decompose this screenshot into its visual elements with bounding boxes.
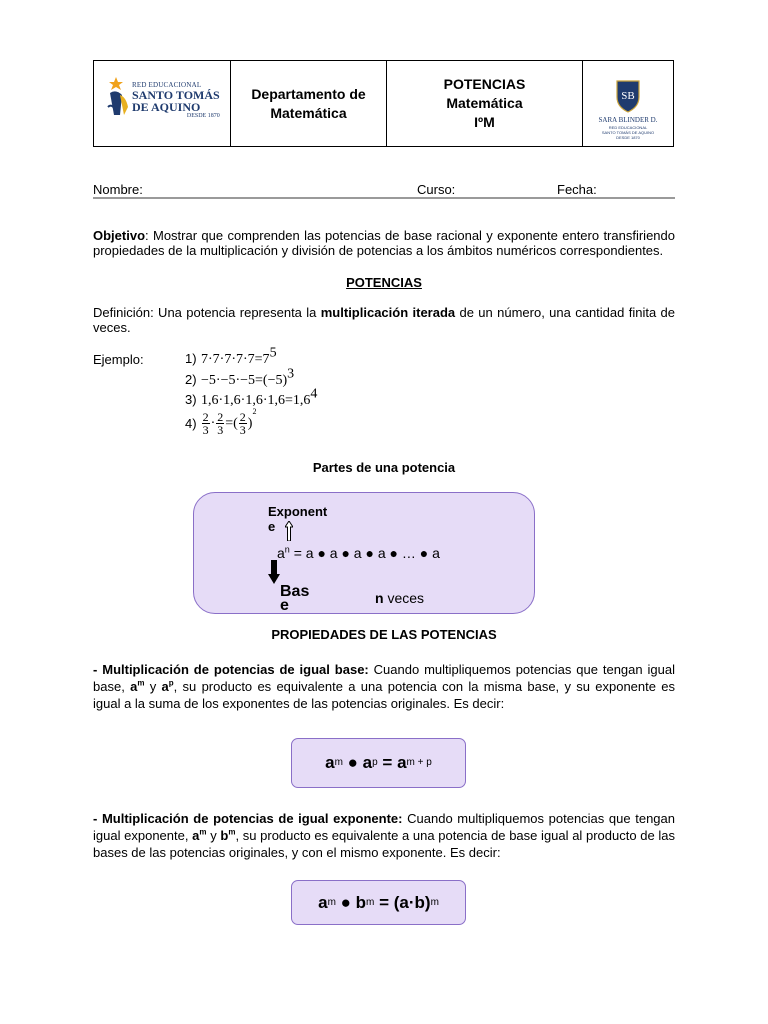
property-2-text2: , su producto es equivalente a una potencia de base igual al producto de las bases de las potencias originales, y con el mismo exponente. Es decir: [93, 828, 676, 860]
example-2-number: 2) [185, 372, 197, 387]
property-1-text2: , su producto es equivalente a una potencia con la misma base, y su exponente es igual a la suma de los exponentes de las potencias originales. Es decir: [93, 679, 675, 711]
example-4-close-paren: ) [247, 415, 253, 431]
f1-a3: a [397, 753, 407, 772]
logo-line4: DESDE 1870 [186, 113, 220, 119]
logo-cell-left [94, 61, 231, 146]
property-2-title: - Multiplicación de potencias de igual exponente: [93, 811, 403, 826]
property-1-text1: Cuando multipliquemos potencias que tengan igual base, [93, 662, 675, 694]
base-label-line1: Bas [280, 583, 310, 600]
property-2-m2: m [228, 827, 236, 837]
definition-before: Definición: Una potencia representa la [93, 305, 321, 320]
shield-monogram: SB [621, 90, 635, 102]
sb-small-line3: DESDE 1870 [616, 135, 640, 140]
example-1-exponent: 5 [269, 345, 277, 361]
level-label: IºM [474, 114, 495, 130]
property-1-paragraph [93, 661, 675, 712]
topic-title: POTENCIAS [443, 76, 526, 92]
example-4 [185, 407, 257, 437]
f2-b1: b [355, 892, 367, 912]
property-1-p: p [168, 678, 174, 688]
curso-label: Curso: [417, 182, 456, 197]
f1-a1: a [325, 753, 335, 772]
property-2-a: a [192, 828, 200, 843]
example-4-equals: =( [225, 415, 238, 431]
logo-cell-right [583, 61, 673, 146]
properties-title: PROPIEDADES DE LAS POTENCIAS [271, 627, 497, 642]
f2-eq: = (a·b) [374, 892, 431, 912]
property-2-formula: a m ● b m = (a·b) m [291, 880, 466, 925]
property-2-paragraph [93, 810, 675, 861]
header-table [93, 60, 674, 147]
f2-a1: a [318, 892, 328, 912]
property-2-b: b [220, 828, 229, 843]
department-line2: Matemática [270, 104, 347, 121]
down-arrow-icon [268, 560, 280, 584]
n-rest: veces [383, 590, 425, 606]
f1-op: ● [342, 753, 363, 772]
logo-line2: SANTO TOMÁS [132, 88, 220, 102]
example-3 [185, 386, 318, 409]
subject-name: Matemática [446, 95, 523, 111]
base-label-line2: e [280, 597, 289, 614]
property-2-m: m [199, 827, 207, 837]
example-2-expression: −5·−5·−5=(−5) [201, 373, 288, 388]
sara-blinder-name: SARA BLINDER D. [598, 116, 658, 124]
fraction-3-numerator: 2 [239, 410, 246, 424]
fraction-2-denominator: 3 [217, 423, 224, 437]
objective-label: Objetivo [93, 228, 146, 243]
exponent-label-line1: Exponent [268, 504, 328, 519]
property-1-formula: a m ● a p = a m + p [291, 738, 466, 788]
n-times-label [375, 590, 424, 606]
fecha-label: Fecha: [557, 182, 597, 197]
example-3-number: 3) [185, 392, 197, 407]
formula-exponent: n [284, 544, 290, 555]
property-2-y: y [206, 828, 221, 843]
f1-a2: a [362, 753, 373, 772]
department-line1: Departamento de [251, 85, 366, 102]
example-3-expression: 1,6·1,6·1,6·1,6=1,6 [201, 393, 311, 408]
definition-after: de un número, una cantidad finita de veces. [93, 305, 675, 335]
example-2-exponent: 3 [287, 366, 295, 382]
fraction-2-numerator: 2 [217, 410, 224, 424]
department-cell [231, 61, 387, 146]
base-label [280, 585, 309, 613]
example-1-expression: 7·7·7·7·7=7 [201, 352, 270, 367]
example-1-number: 1) [185, 351, 197, 366]
exponent-label-line2: e [268, 519, 276, 534]
fraction-3-denominator: 3 [239, 423, 246, 437]
sb-small-line1: RED EDUCACIONAL [608, 125, 648, 130]
section-title: POTENCIAS [346, 275, 422, 290]
example-4-fraction-1 [202, 411, 210, 436]
exponent-label [268, 504, 327, 534]
fraction-1-denominator: 3 [202, 423, 209, 437]
n-bold: n [375, 590, 384, 606]
parts-title: Partes de una potencia [312, 460, 456, 475]
up-arrow-icon [285, 521, 293, 541]
example-4-number: 4) [185, 416, 197, 431]
property-1-m: m [137, 678, 145, 688]
example-4-exponent: 2 [252, 407, 257, 416]
f2-op: ● [335, 892, 356, 912]
example-4-fraction-3 [239, 411, 247, 436]
property-1-title: - Multiplicación de potencias de igual base: [93, 662, 369, 677]
santo-tomas-logo-text [132, 81, 220, 119]
definition-bold: multiplicación iterada [320, 305, 456, 320]
formula-rest: = a ● a ● a ● a ● … ● a [289, 545, 440, 561]
topic-cell [387, 61, 583, 146]
sara-blinder-subtext [583, 125, 673, 140]
property-1-y: y [144, 679, 162, 694]
definition-paragraph [93, 305, 675, 335]
santo-tomas-logo-icon [106, 77, 132, 117]
examples-label: Ejemplo: [93, 352, 144, 367]
sara-blinder-shield-icon [615, 79, 641, 113]
objective-text: : Mostrar que comprenden las potencias de base racional y exponente entero transfiriendo propiedades de la multiplicación y división de potencias a los ámbitos numéricos correspondientes. [93, 228, 675, 258]
property-1-a2: a [161, 679, 169, 694]
f1-eq: = [377, 753, 398, 772]
example-3-exponent: 4 [310, 386, 318, 402]
example-1 [185, 345, 277, 368]
sb-small-line2: SANTO TOMÁS DE AQUINO [601, 130, 655, 135]
property-1-a: a [130, 679, 138, 694]
logo-line3: DE AQUINO [132, 100, 201, 114]
property-2-text1: Cuando multipliquemos potencias que tengan igual exponente, [93, 811, 676, 843]
example-4-fraction-2 [216, 411, 224, 436]
power-expansion-formula [277, 545, 440, 561]
formula-base: a [277, 545, 285, 561]
form-underline [93, 197, 675, 199]
example-2 [185, 366, 295, 389]
nombre-label: Nombre: [93, 182, 143, 197]
logo-line1: RED EDUCACIONAL [132, 81, 202, 89]
fraction-1-numerator: 2 [202, 410, 209, 424]
example-4-dot: · [210, 415, 216, 431]
objective-paragraph [93, 228, 675, 258]
